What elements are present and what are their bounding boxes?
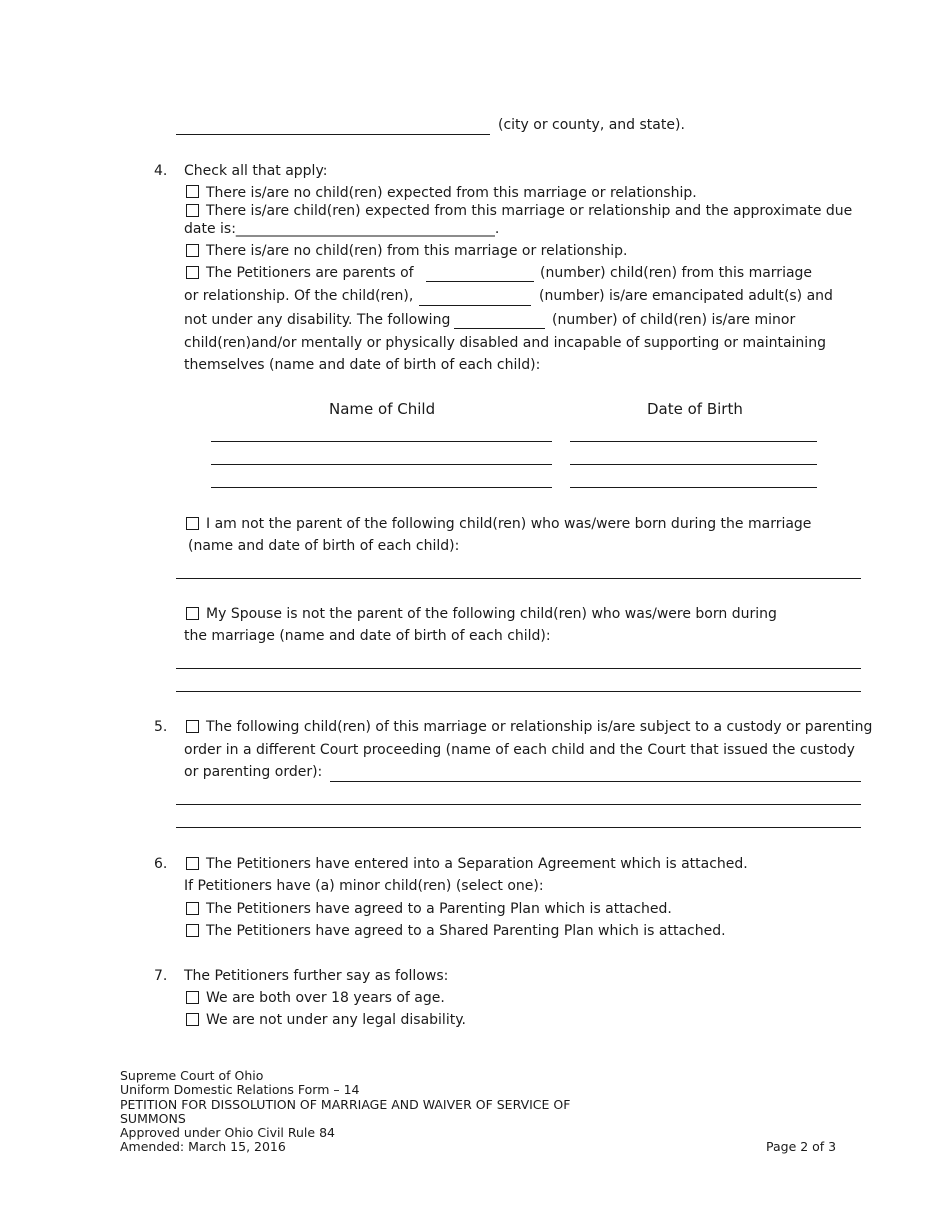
label-custody-3: or parenting order): [184, 764, 323, 780]
section-4-intro: Check all that apply: [184, 163, 328, 179]
footer-form-title-cont: SUMMONS [120, 1110, 186, 1126]
label-parents-h: themselves (name and date of birth of each child): [184, 357, 541, 373]
label-parents-f: (number) of child(ren) is/are minor [552, 312, 796, 328]
label-parents-c: or relationship. Of the child(ren), [184, 288, 414, 304]
child-name-line[interactable] [211, 464, 552, 465]
section-7-number: 7. [154, 968, 168, 984]
checkbox-separation-agreement[interactable] [186, 857, 199, 870]
footer-court: Supreme Court of Ohio [120, 1068, 264, 1083]
checkbox-not-parent[interactable] [186, 517, 199, 530]
section-6-number: 6. [154, 856, 168, 872]
column-header-name: Name of Child [329, 400, 436, 418]
custody-field-line[interactable] [330, 781, 861, 782]
label-no-disability: We are not under any legal disability. [206, 1012, 466, 1028]
label-not-parent-2: (name and date of birth of each child): [188, 538, 460, 554]
custody-field-line[interactable] [176, 827, 861, 828]
child-name-line[interactable] [211, 441, 552, 442]
label-custody-2: order in a different Court proceeding (name of each child and the Court that issued the custody [184, 742, 855, 758]
city-state-field-line[interactable] [176, 134, 490, 135]
field-number-children[interactable] [426, 281, 534, 282]
label-parents-g: child(ren)and/or mentally or physically disabled and incapable of supporting or maintaining [184, 335, 826, 351]
label-not-parent-1: I am not the parent of the following child(ren) who was/were born during the marriage [206, 516, 812, 532]
label-minor-children-select: If Petitioners have (a) minor child(ren) (select one): [184, 878, 544, 894]
child-name-line[interactable] [211, 487, 552, 488]
label-spouse-not-parent-1: My Spouse is not the parent of the following child(ren) who was/were born during [206, 606, 777, 622]
label-custody-1: The following child(ren) of this marriage or relationship is/are subject to a custody or parenting [206, 719, 873, 735]
field-number-minor[interactable] [454, 328, 545, 329]
label-shared-parenting-plan: The Petitioners have agreed to a Shared Parenting Plan which is attached. [206, 923, 726, 939]
label-none-expected: There is/are no child(ren) expected from this marriage or relationship. [206, 185, 697, 201]
not-parent-field-line[interactable] [176, 578, 861, 579]
custody-field-line[interactable] [176, 804, 861, 805]
footer-form-title: PETITION FOR DISSOLUTION OF MARRIAGE AND WAIVER OF SERVICE OF [120, 1096, 571, 1112]
child-dob-line[interactable] [570, 464, 817, 465]
label-children-expected-1: There is/are child(ren) expected from this marriage or relationship and the approximate due [206, 203, 853, 219]
section-5-number: 5. [154, 719, 168, 735]
footer-amended: Amended: March 15, 2016 [120, 1139, 286, 1155]
city-state-label: (city or county, and state). [498, 117, 685, 133]
child-dob-line[interactable] [570, 441, 817, 442]
column-header-dob: Date of Birth [647, 400, 743, 418]
footer-block [120, 1069, 640, 1155]
section-4-number: 4. [154, 163, 168, 179]
footer-form-id: Uniform Domestic Relations Form – 14 [120, 1082, 360, 1098]
checkbox-spouse-not-parent[interactable] [186, 607, 199, 620]
checkbox-over-18[interactable] [186, 991, 199, 1004]
label-parenting-plan: The Petitioners have agreed to a Parenting Plan which is attached. [206, 901, 672, 917]
checkbox-no-disability[interactable] [186, 1013, 199, 1026]
page-number: Page 2 of 3 [766, 1139, 837, 1154]
label-parents-b: (number) child(ren) from this marriage [540, 265, 813, 281]
checkbox-custody-order[interactable] [186, 720, 199, 733]
checkbox-none-expected[interactable] [186, 185, 199, 198]
label-spouse-not-parent-2: the marriage (name and date of birth of each child): [184, 628, 551, 644]
checkbox-none-from[interactable] [186, 244, 199, 257]
label-parents-e: not under any disability. The following [184, 312, 451, 328]
spouse-field-line[interactable] [176, 691, 861, 692]
checkbox-parenting-plan[interactable] [186, 902, 199, 915]
section-7-intro: The Petitioners further say as follows: [184, 968, 449, 984]
checkbox-children-expected[interactable] [186, 204, 199, 217]
field-number-emancipated[interactable] [419, 305, 531, 306]
label-parents-d: (number) is/are emancipated adult(s) and [539, 288, 833, 304]
checkbox-parents-of[interactable] [186, 266, 199, 279]
child-dob-line[interactable] [570, 487, 817, 488]
label-separation-agreement: The Petitioners have entered into a Separation Agreement which is attached. [206, 856, 748, 872]
label-parents-a: The Petitioners are parents of [206, 265, 414, 281]
spouse-field-line[interactable] [176, 668, 861, 669]
checkbox-shared-parenting-plan[interactable] [186, 924, 199, 937]
label-none-from: There is/are no child(ren) from this marriage or relationship. [206, 243, 628, 259]
footer-approved: Approved under Ohio Civil Rule 84 [120, 1125, 335, 1141]
label-children-expected-2: date is:_____________________________________. [184, 221, 500, 237]
label-over-18: We are both over 18 years of age. [206, 990, 445, 1006]
